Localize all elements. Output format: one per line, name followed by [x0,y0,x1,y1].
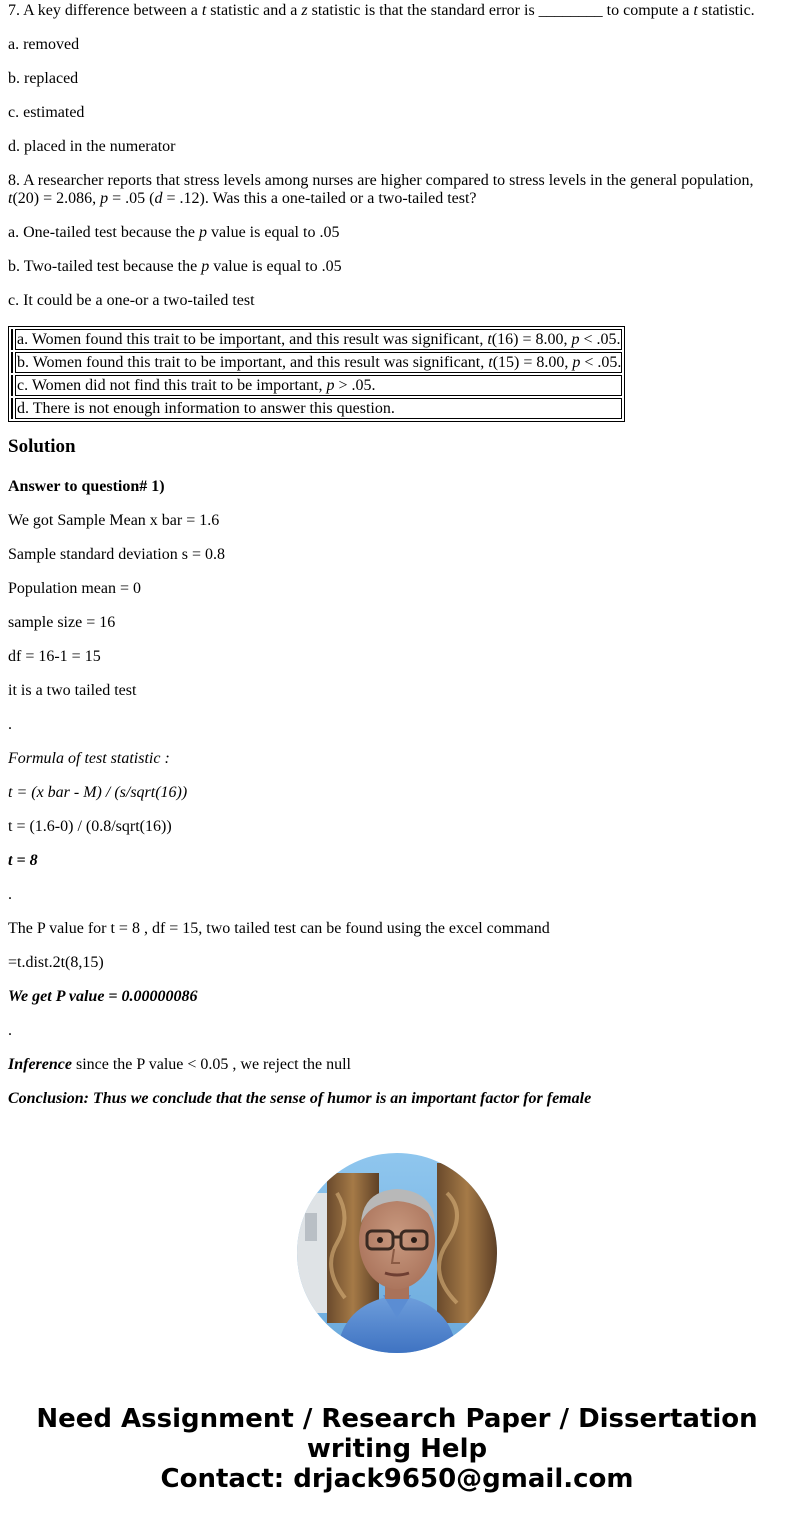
formula-line [8,784,778,802]
option-text: value is equal to .05 [209,258,342,275]
footer-banner [0,1404,794,1494]
q7-option-a: a. removed [8,36,80,53]
q8-d-symbol: d [154,190,163,207]
p-symbol: p [326,377,335,394]
avatar-photo [297,1153,497,1353]
separator-dot: . [8,886,12,903]
q8-p-symbol: p [100,190,109,207]
separator-dot: . [8,1022,12,1039]
q8-text: = .05 ( [108,190,155,207]
excel-command-line: =t.dist.2t(8,15) [8,954,104,971]
p-symbol: p [201,258,210,275]
population-mean-line: Population mean = 0 [8,580,142,597]
option-text: (15) = 8.00, [492,354,573,371]
options-table [8,326,625,422]
table-row [11,329,622,350]
t-symbol: t [488,354,493,371]
substitution-line: t = (1.6-0) / (0.8/sqrt(16)) [8,818,172,835]
sample-size-line: sample size = 16 [8,614,116,631]
option-b-cell [15,352,622,373]
q8-text: (20) = 2.086, [12,190,101,207]
q7-option-b: b. replaced [8,70,79,87]
p-symbol: p [571,331,580,348]
q8-option-c: c. It could be a one-or a two-tailed test [8,292,255,309]
option-text: > .05. [334,377,376,394]
q7-text: 7. A key difference between a [8,2,202,19]
footer-line-2: writing Help [306,1434,488,1464]
p-symbol: p [199,224,208,241]
pvalue-result-text: We get P value = 0.00000086 [8,988,198,1005]
option-text: a. One-tailed test because the [8,224,200,241]
q8-text: = .12). Was this a one-tailed or a two-tailed test? [162,190,477,207]
q8-option-a [8,224,778,242]
table-row [11,352,622,373]
option-text: (16) = 8.00, [491,331,572,348]
option-text: < .05. [579,331,621,348]
conclusion-line [8,1090,778,1108]
q7-option-d: d. placed in the numerator [8,138,176,155]
table-empty-cell [11,375,13,396]
answer-heading [8,478,778,496]
question-8 [8,172,778,208]
option-text: b. Women found this trait to be important, and this result was significant, [17,354,489,371]
q8-text: 8. A researcher reports that stress levels among nurses are higher compared to stress levels in the general population, [8,172,754,189]
document-content [8,0,778,1124]
t-symbol: t [487,331,492,348]
table-row [11,375,622,396]
q7-option-c: c. estimated [8,104,85,121]
formula-label-text: Formula of test statistic : [8,750,170,767]
q8-t-symbol: t [8,190,13,207]
q7-text: statistic is that the standard error is ________ to compute a [307,2,694,19]
question-7 [8,2,778,20]
avatar [297,1153,497,1353]
q7-t-symbol: t [201,2,207,19]
inference-line [8,1056,778,1074]
table-empty-cell [11,352,13,373]
option-text: b. Two-tailed test because the [8,258,202,275]
option-d-cell: d. There is not enough information to answer this question. [15,398,622,419]
option-text: < .05. [580,354,622,371]
inference-label: Inference [8,1056,72,1073]
option-a-cell [15,329,622,350]
table-empty-cell [11,398,13,419]
q7-z-symbol: z [301,2,308,19]
option-text: value is equal to .05 [207,224,340,241]
answer-heading-text: Answer to question# 1) [8,478,165,495]
separator-dot: . [8,716,12,733]
inference-text: since the P value < 0.05 , we reject the null [71,1056,351,1073]
t-result-line [8,852,778,870]
table-row [11,398,622,419]
p-symbol: p [572,354,581,371]
footer-contact: Contact: drjack9650@gmail.com [160,1464,634,1494]
formula-label [8,750,778,768]
pvalue-result-line [8,988,778,1006]
q7-text: statistic. [697,2,755,19]
q8-option-b [8,258,778,276]
q7-text: statistic and a [206,2,302,19]
sample-mean-line: We got Sample Mean x bar = 1.6 [8,512,220,529]
t-result-text: t = 8 [8,852,38,869]
q7-t-symbol: t [693,2,698,19]
two-tailed-line: it is a two tailed test [8,682,137,699]
table-empty-cell [11,329,13,350]
option-text: a. Women found this trait to be important, and this result was significant, [17,331,488,348]
option-c-cell [15,375,622,396]
footer-line-1: Need Assignment / Research Paper / Dissertation [36,1404,758,1434]
conclusion-text: Conclusion: Thus we conclude that the sense of humor is an important factor for female [8,1090,592,1107]
df-line: df = 16-1 = 15 [8,648,101,665]
pvalue-text-line: The P value for t = 8 , df = 15, two tailed test can be found using the excel command [8,920,550,937]
formula-text: t = (x bar - M) / (s/sqrt(16)) [8,784,188,801]
sample-sd-line: Sample standard deviation s = 0.8 [8,546,225,563]
solution-heading: Solution [8,436,76,457]
option-text: c. Women did not find this trait to be important, [17,377,327,394]
